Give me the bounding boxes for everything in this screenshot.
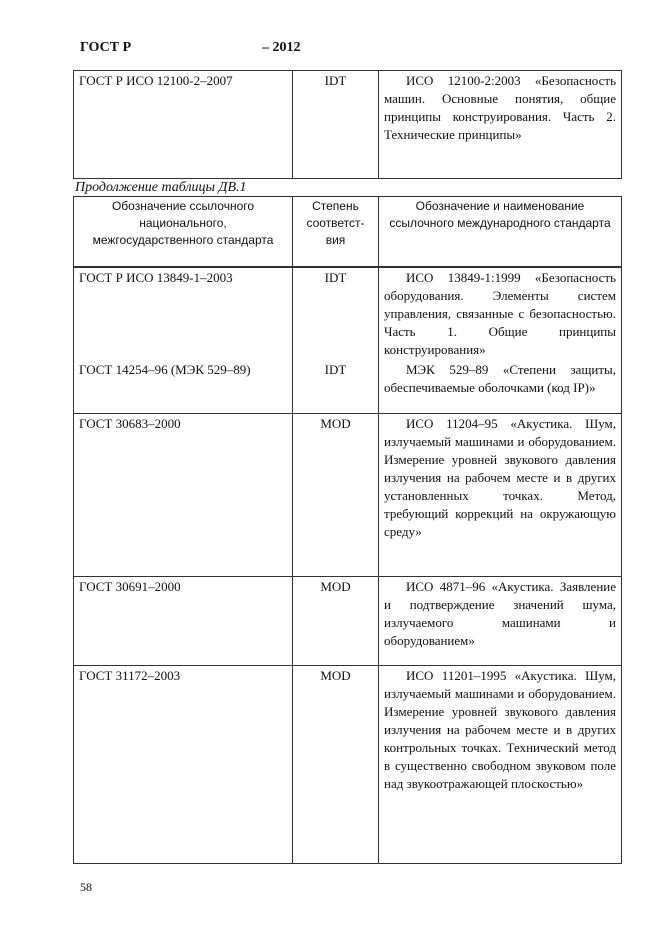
national-code: ГОСТ 31172–2003 <box>74 666 293 864</box>
intl-standard: ИСО 12100-2:2003 «Безопасность машин. Основные понятия, общие принципы конструирования. Часть 2. Технические принципы» <box>379 71 622 179</box>
intl-standard: ИСО 4871–96 «Акустика. Заявление и подтверждение значений шума, излучаемого машинами и оборудованием» <box>379 577 622 666</box>
national-code: ГОСТ Р ИСО 13849-1–2003 <box>74 267 293 360</box>
degree: IDT <box>293 360 379 414</box>
col-header-intl: Обозначение и наименование ссылочного международного стандарта <box>379 197 622 267</box>
table-row <box>74 414 622 577</box>
table-row <box>74 666 622 864</box>
intl-standard: ИСО 11201–1995 «Акустика. Шум, излучаемый машинами и оборудованием. Измерение уровней звукового давления излучения на рабочем месте и в других контрольных точках. Технический метод в существенно свободном звуковом поле над звукоотражающей плоскостью» <box>379 666 622 864</box>
table-row <box>74 71 622 179</box>
doc-header-left: ГОСТ Р <box>80 40 132 55</box>
degree: MOD <box>293 414 379 577</box>
col-header-degree: Степень соответст-вия <box>293 197 379 267</box>
table-row <box>74 360 622 414</box>
degree: MOD <box>293 577 379 666</box>
national-code: ГОСТ 30683–2000 <box>74 414 293 577</box>
intl-standard: ИСО 13849-1:1999 «Безопасность оборудования. Элементы систем управления, связанные с безопасностью. Часть 1. Общие принципы конструирования» <box>379 267 622 360</box>
table-row <box>74 577 622 666</box>
degree: MOD <box>293 666 379 864</box>
top-table <box>73 70 622 179</box>
doc-header-right: – 2012 <box>262 40 301 55</box>
national-code: ГОСТ 30691–2000 <box>74 577 293 666</box>
intl-standard: ИСО 11204–95 «Акустика. Шум, излучаемый машинами и оборудованием. Измерение уровней звукового давления излучения на рабочем месте и в других установленных точках. Метод, требующий коррекций на окружающую среду» <box>379 414 622 577</box>
intl-standard: МЭК 529–89 «Степени защиты, обеспечиваемые оболочками (код IP)» <box>379 360 622 414</box>
col-header-national: Обозначение ссылочного национального, межгосударственного стандарта <box>74 197 293 267</box>
national-code: ГОСТ Р ИСО 12100-2–2007 <box>74 71 293 179</box>
degree: IDT <box>293 267 379 360</box>
main-table <box>73 196 622 864</box>
degree: IDT <box>293 71 379 179</box>
table-caption: Продолжение таблицы ДВ.1 <box>75 180 247 195</box>
table-row <box>74 267 622 360</box>
header-row <box>74 197 622 267</box>
national-code: ГОСТ 14254–96 (МЭК 529–89) <box>74 360 293 414</box>
page-number: 58 <box>80 880 92 894</box>
